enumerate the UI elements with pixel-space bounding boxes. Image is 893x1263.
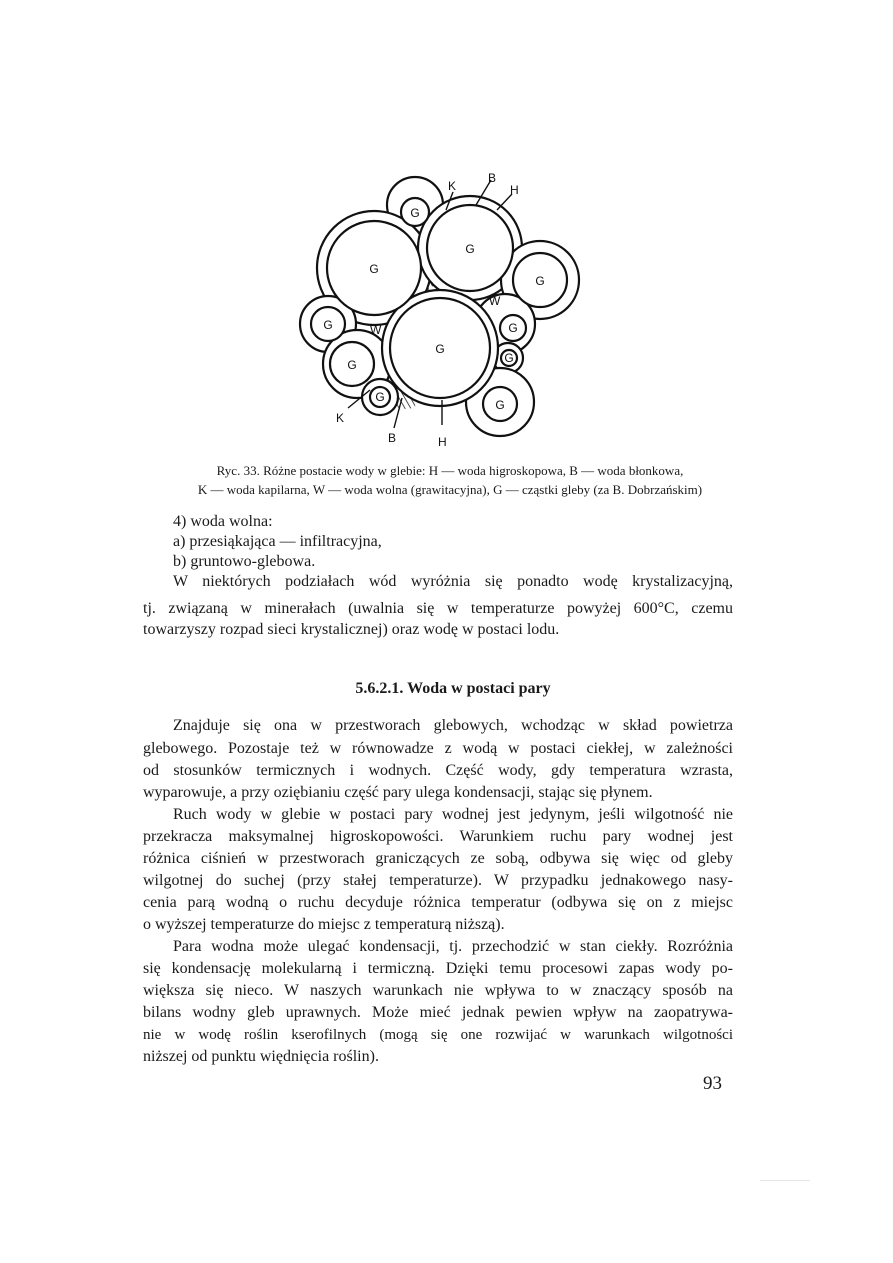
text-line: nie w wodę roślin kserofilnych (mogą się one rozwijać w warunkach wilgotności bbox=[143, 1027, 733, 1043]
text-line: wilgotnej do suchej (przy stałej temperaturze). W przypadku jednakowego nasy- bbox=[143, 872, 733, 889]
text-line: Znajduje się ona w przestworach glebowych, wchodząc w skład powietrza bbox=[173, 717, 733, 734]
text-line: W niektórych podziałach wód wyróżnia się ponadto wodę krystalizacyjną, bbox=[173, 573, 733, 590]
particle-label-g: G bbox=[410, 206, 420, 220]
label-k: K bbox=[448, 179, 457, 193]
section-heading: 5.6.2.1. Woda w postaci pary bbox=[355, 680, 551, 697]
text-line: bilans wodny gleb uprawnych. Może mieć jednak pewien wpływ na zaopatrywa- bbox=[143, 1004, 733, 1021]
text-line: niższej od punktu więdnięcia roślin). bbox=[143, 1048, 379, 1065]
label-h: H bbox=[438, 435, 447, 449]
particle-label-g: G bbox=[508, 321, 518, 335]
text-line: towarzyszy rozpad sieci krystalicznej) oraz wodę w postaci lodu. bbox=[143, 621, 560, 638]
caption-line: K — woda kapilarna, W — woda wolna (grawitacyjna), G — cząstki gleby (za B. Dobrzańskim) bbox=[197, 482, 703, 497]
label-b: B bbox=[388, 431, 397, 445]
soil-water-diagram bbox=[290, 160, 600, 455]
caption-line: Ryc. 33. Różne postacie wody w glebie: H — woda higroskopowa, B — woda błonkowa, bbox=[216, 463, 684, 478]
particle-label-g: G bbox=[435, 342, 445, 356]
text-line: glebowego. Pozostaje też w równowadze z wodą w postaci ciekłej, w zależności bbox=[143, 740, 733, 757]
particle-label-g: G bbox=[375, 390, 385, 404]
text-line: się kondensację molekularną i termiczną. Dzięki temu procesowi zapas wody po- bbox=[143, 960, 733, 977]
label-h: H bbox=[510, 183, 519, 197]
label-w: W bbox=[489, 294, 501, 308]
figure-caption bbox=[150, 461, 750, 499]
particle-label-g: G bbox=[347, 358, 357, 372]
particle-label-g: G bbox=[323, 318, 333, 332]
particle-label-g: G bbox=[504, 351, 514, 365]
text-line: różnica ciśnień w przestworach graniczących ze sobą, odbywa się więc od gleby bbox=[143, 850, 733, 867]
label-k: K bbox=[336, 411, 345, 425]
text-line: wyparowuje, a przy oziębianiu część pary ulega kondensacji, stając się płynem. bbox=[143, 784, 653, 801]
list bbox=[173, 512, 733, 572]
particle-label-g: G bbox=[465, 242, 475, 256]
particle-label-g: G bbox=[369, 262, 379, 276]
text-line: od stosunków termicznych i wodnych. Część wody, gdy temperatura wzrasta, bbox=[143, 762, 733, 779]
text-line: tj. związaną w minerałach (uwalnia się w temperaturze powyżej 600°C, czemu bbox=[143, 600, 733, 617]
label-w: W bbox=[370, 323, 382, 337]
particle-label-g: G bbox=[535, 274, 545, 288]
page-number: 93 bbox=[703, 1073, 722, 1094]
text-line: Para wodna może ulegać kondensacji, tj. przechodzić w stan ciekły. Rozróżnia bbox=[173, 938, 733, 955]
divider bbox=[760, 1180, 810, 1181]
list-item: a) przesiąkająca — infiltracyjna, bbox=[173, 533, 382, 550]
text-line: o wyższej temperaturze do miejsc z temperaturą niższą). bbox=[143, 916, 505, 933]
text-line: przekracza maksymalnej higroskopowości. Warunkiem ruchu pary wodnej jest bbox=[143, 828, 733, 845]
text-line: większa się nieco. W naszych warunkach nie wpływa to w znaczący sposób na bbox=[143, 982, 733, 999]
list-item: b) gruntowo-glebowa. bbox=[173, 553, 316, 570]
list-item: 4) woda wolna: bbox=[173, 513, 273, 530]
label-b: B bbox=[488, 171, 497, 185]
particle-label-g: G bbox=[495, 398, 505, 412]
text-line: Ruch wody w glebie w postaci pary wodnej jest jedynym, jeśli wilgotność nie bbox=[173, 806, 733, 823]
text-line: cenia parą wodną o ruchu decyduje różnica temperatur (odbywa się on z miejsc bbox=[143, 894, 733, 911]
